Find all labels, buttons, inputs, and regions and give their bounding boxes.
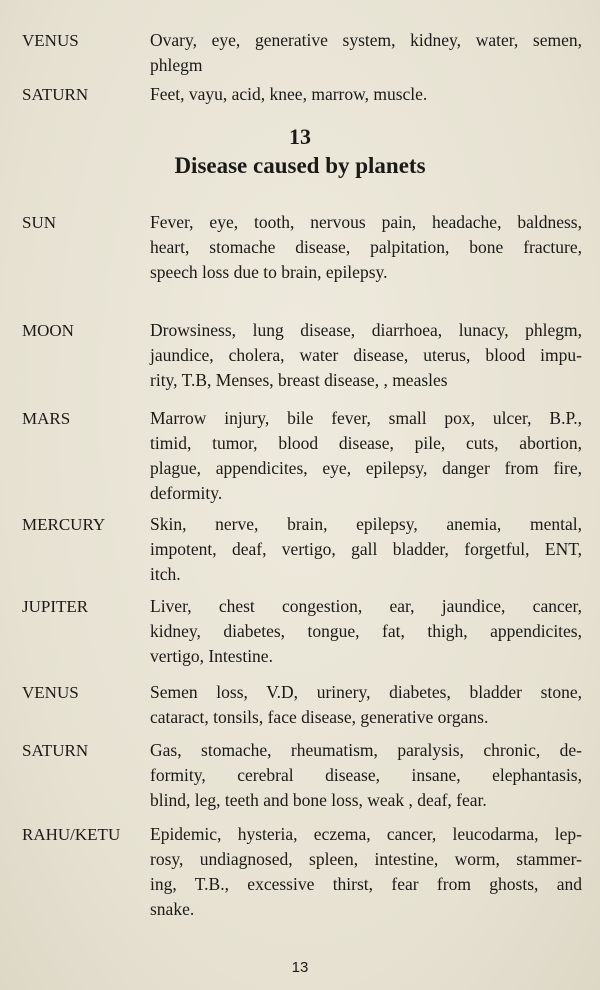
description-line: Liver, chest congestion, ear, jaundice, cancer,: [150, 596, 582, 616]
chapter-title: Disease caused by planets: [174, 153, 426, 178]
disease-description: [150, 406, 582, 506]
disease-description: [150, 738, 582, 813]
planet-name: SATURN: [22, 741, 89, 760]
description-line: vertigo, Intestine.: [150, 646, 273, 666]
planet-name: MERCURY: [22, 515, 106, 534]
description-line: formity, cerebral disease, insane, elephantasis,: [150, 765, 582, 785]
planet-name: VENUS: [22, 31, 79, 50]
disease-description: [150, 512, 582, 587]
planet-name: SATURN: [22, 85, 89, 104]
page-number: 13: [291, 959, 309, 976]
disease-description: [150, 318, 582, 393]
description-line: Fever, eye, tooth, nervous pain, headache, baldness,: [150, 212, 582, 232]
disease-description: [150, 594, 582, 669]
description-line: speech loss due to brain, epilepsy.: [150, 262, 388, 282]
description-line: timid, tumor, blood disease, pile, cuts, abortion,: [150, 433, 582, 453]
description-line: Gas, stomache, rheumatism, paralysis, chronic, de-: [150, 740, 582, 760]
description-line: heart, stomache disease, palpitation, bone fracture,: [150, 237, 582, 257]
description-line: Drowsiness, lung disease, diarrhoea, lunacy, phlegm,: [150, 320, 582, 340]
description-line: Epidemic, hysteria, eczema, cancer, leucodarma, lep-: [150, 824, 582, 844]
description-line: plague, appendicites, eye, epilepsy, danger from fire,: [150, 458, 582, 478]
description-line: Semen loss, V.D, urinery, diabetes, bladder stone,: [150, 682, 582, 702]
disease-description: [150, 822, 582, 922]
description-line: itch.: [150, 564, 181, 584]
planet-name: MARS: [22, 409, 71, 428]
disease-description: [150, 210, 582, 285]
description-line: deformity.: [150, 483, 223, 503]
description-line: kidney, diabetes, tongue, fat, thigh, appendicites,: [150, 621, 582, 641]
description-line: Ovary, eye, generative system, kidney, water, semen,: [150, 30, 582, 50]
description-line: rity, T.B, Menses, breast disease, , measles: [150, 370, 448, 390]
disease-description: [150, 680, 582, 730]
description-line: blind, leg, teeth and bone loss, weak , deaf, fear.: [150, 790, 487, 810]
chapter-number: 13: [289, 124, 311, 149]
description-line: Feet, vayu, acid, knee, marrow, muscle.: [150, 84, 428, 104]
description-line: phlegm: [150, 55, 203, 75]
description-line: Skin, nerve, brain, epilepsy, anemia, mental,: [150, 514, 582, 534]
planet-name: MOON: [22, 321, 74, 340]
description-line: Marrow injury, bile fever, small pox, ulcer, B.P.,: [150, 408, 582, 428]
description-line: jaundice, cholera, water disease, uterus, blood impu-: [150, 345, 582, 365]
description-line: cataract, tonsils, face disease, generative organs.: [150, 707, 489, 727]
disease-description: [150, 28, 582, 78]
description-line: snake.: [150, 899, 195, 919]
planet-name: RAHU/KETU: [22, 825, 121, 844]
description-line: ing, T.B., excessive thirst, fear from ghosts, and: [150, 874, 582, 894]
disease-description: [150, 82, 582, 107]
description-line: rosy, undiagnosed, spleen, intestine, worm, stammer-: [150, 849, 582, 869]
description-line: impotent, deaf, vertigo, gall bladder, forgetful, ENT,: [150, 539, 582, 559]
planet-name: JUPITER: [22, 597, 89, 616]
planet-name: SUN: [22, 213, 57, 232]
planet-name: VENUS: [22, 683, 79, 702]
